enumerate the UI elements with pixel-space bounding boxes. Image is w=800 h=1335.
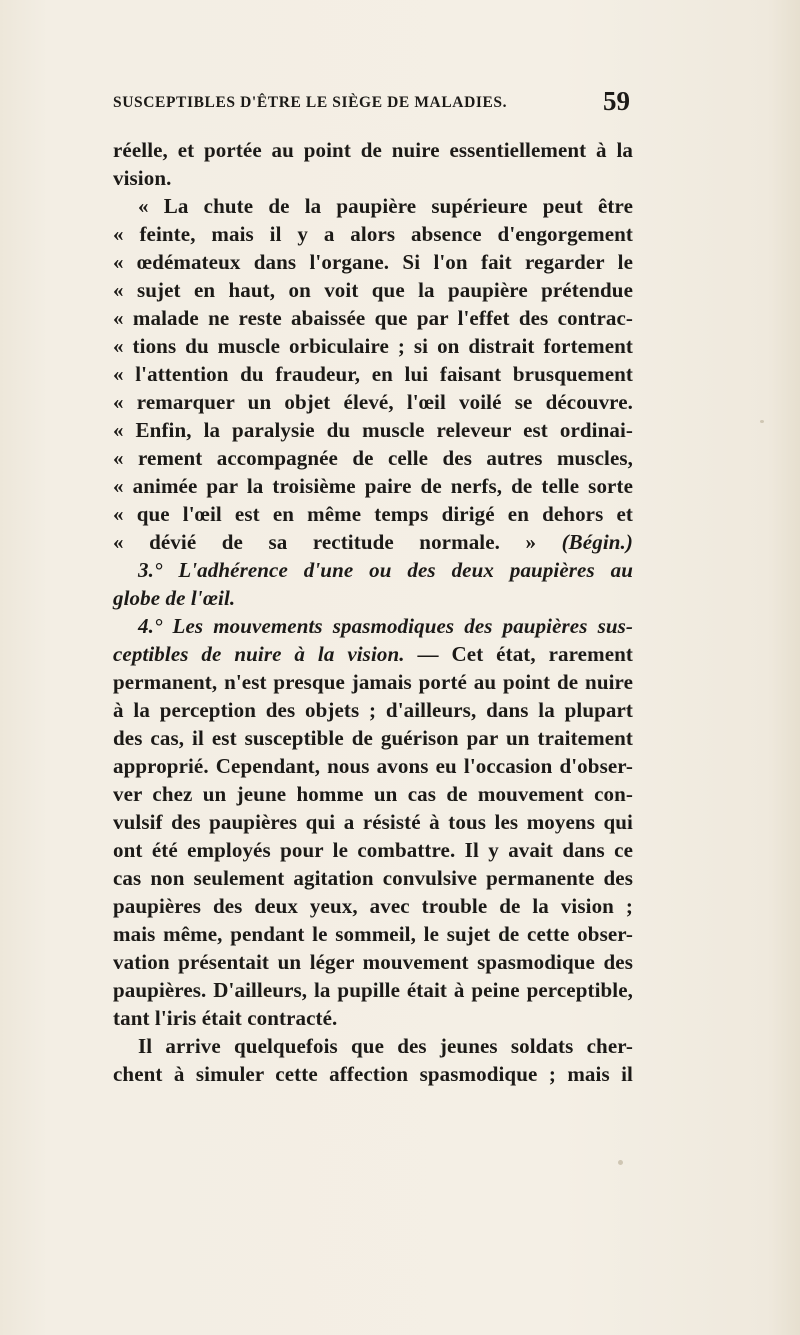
text-line: chent à simuler cette affection spasmodique ; mais il bbox=[113, 1062, 633, 1086]
text-line: paupières des deux yeux, avec trouble de la vision ; bbox=[113, 894, 633, 918]
text-line: « œdémateux dans l'organe. Si l'on fait regarder le bbox=[113, 250, 633, 274]
text-line: « malade ne reste abaissée que par l'effet des contrac- bbox=[113, 306, 633, 330]
text-line: « que l'œil est en même temps dirigé en dehors et bbox=[113, 502, 633, 526]
text-line: globe de l'œil. bbox=[113, 586, 236, 610]
paper-speck bbox=[760, 420, 764, 423]
text-line: « La chute de la paupière supérieure peut être bbox=[138, 194, 633, 218]
running-head: SUSCEPTIBLES D'ÊTRE LE SIÈGE DE MALADIES. bbox=[113, 94, 508, 111]
text-line: 4.° Les mouvements spasmodiques des paupières sus- bbox=[138, 614, 633, 638]
citation-begin: (Bégin.) bbox=[561, 530, 633, 554]
text-line: Il arrive quelquefois que des jeunes soldats cher- bbox=[138, 1034, 633, 1058]
paper-speck bbox=[618, 1160, 623, 1165]
page-header bbox=[113, 86, 630, 122]
text-line: des cas, il est susceptible de guérison par un traitement bbox=[113, 726, 633, 750]
text-line: réelle, et portée au point de nuire essentiellement à la bbox=[113, 138, 633, 162]
text-line: ont été employés pour le combattre. Il y avait dans ce bbox=[113, 838, 633, 862]
text-line: 3.° L'adhérence d'une ou des deux paupières au bbox=[138, 558, 633, 582]
text-line: « feinte, mais il y a alors absence d'engorgement bbox=[113, 222, 633, 246]
text-line: vision. bbox=[113, 166, 172, 190]
text-line: « animée par la troisième paire de nerfs, de telle sorte bbox=[113, 474, 633, 498]
text-line: vation présentait un léger mouvement spasmodique des bbox=[113, 950, 633, 974]
text-line: ver chez un jeune homme un cas de mouvement con- bbox=[113, 782, 633, 806]
text-line: approprié. Cependant, nous avons eu l'occasion d'obser- bbox=[113, 754, 633, 778]
text-line: « Enfin, la paralysie du muscle releveur est ordinai- bbox=[113, 418, 633, 442]
text-line: tant l'iris était contracté. bbox=[113, 1006, 338, 1030]
page-number: 59 bbox=[603, 86, 630, 116]
text-line: « tions du muscle orbiculaire ; si on distrait fortement bbox=[113, 334, 633, 358]
text-line: vulsif des paupières qui a résisté à tous les moyens qui bbox=[113, 810, 633, 834]
text-line: à la perception des objets ; d'ailleurs, dans la plupart bbox=[113, 698, 633, 722]
text-line: mais même, pendant le sommeil, le sujet de cette obser- bbox=[113, 922, 633, 946]
quote-end-text: « dévié de sa rectitude normale. » bbox=[113, 530, 537, 554]
text-line bbox=[113, 528, 633, 556]
text-line: « rement accompagnée de celle des autres muscles, bbox=[113, 446, 633, 470]
body-text bbox=[113, 136, 633, 1088]
text-line: « remarquer un objet élevé, l'œil voilé se découvre. bbox=[113, 390, 633, 414]
text-line: paupières. D'ailleurs, la pupille était à peine perceptible, bbox=[113, 978, 633, 1002]
text-line: permanent, n'est presque jamais porté au point de nuire bbox=[113, 670, 633, 694]
section-text: — Cet état, rarement bbox=[404, 642, 633, 666]
text-line: « l'attention du fraudeur, en lui faisant brusquement bbox=[113, 362, 633, 386]
text-line: cas non seulement agitation convulsive permanente des bbox=[113, 866, 633, 890]
text-line: « sujet en haut, on voit que la paupière prétendue bbox=[113, 278, 633, 302]
text-line bbox=[113, 640, 633, 668]
section-heading-italic: ceptibles de nuire à la vision. bbox=[113, 642, 405, 666]
